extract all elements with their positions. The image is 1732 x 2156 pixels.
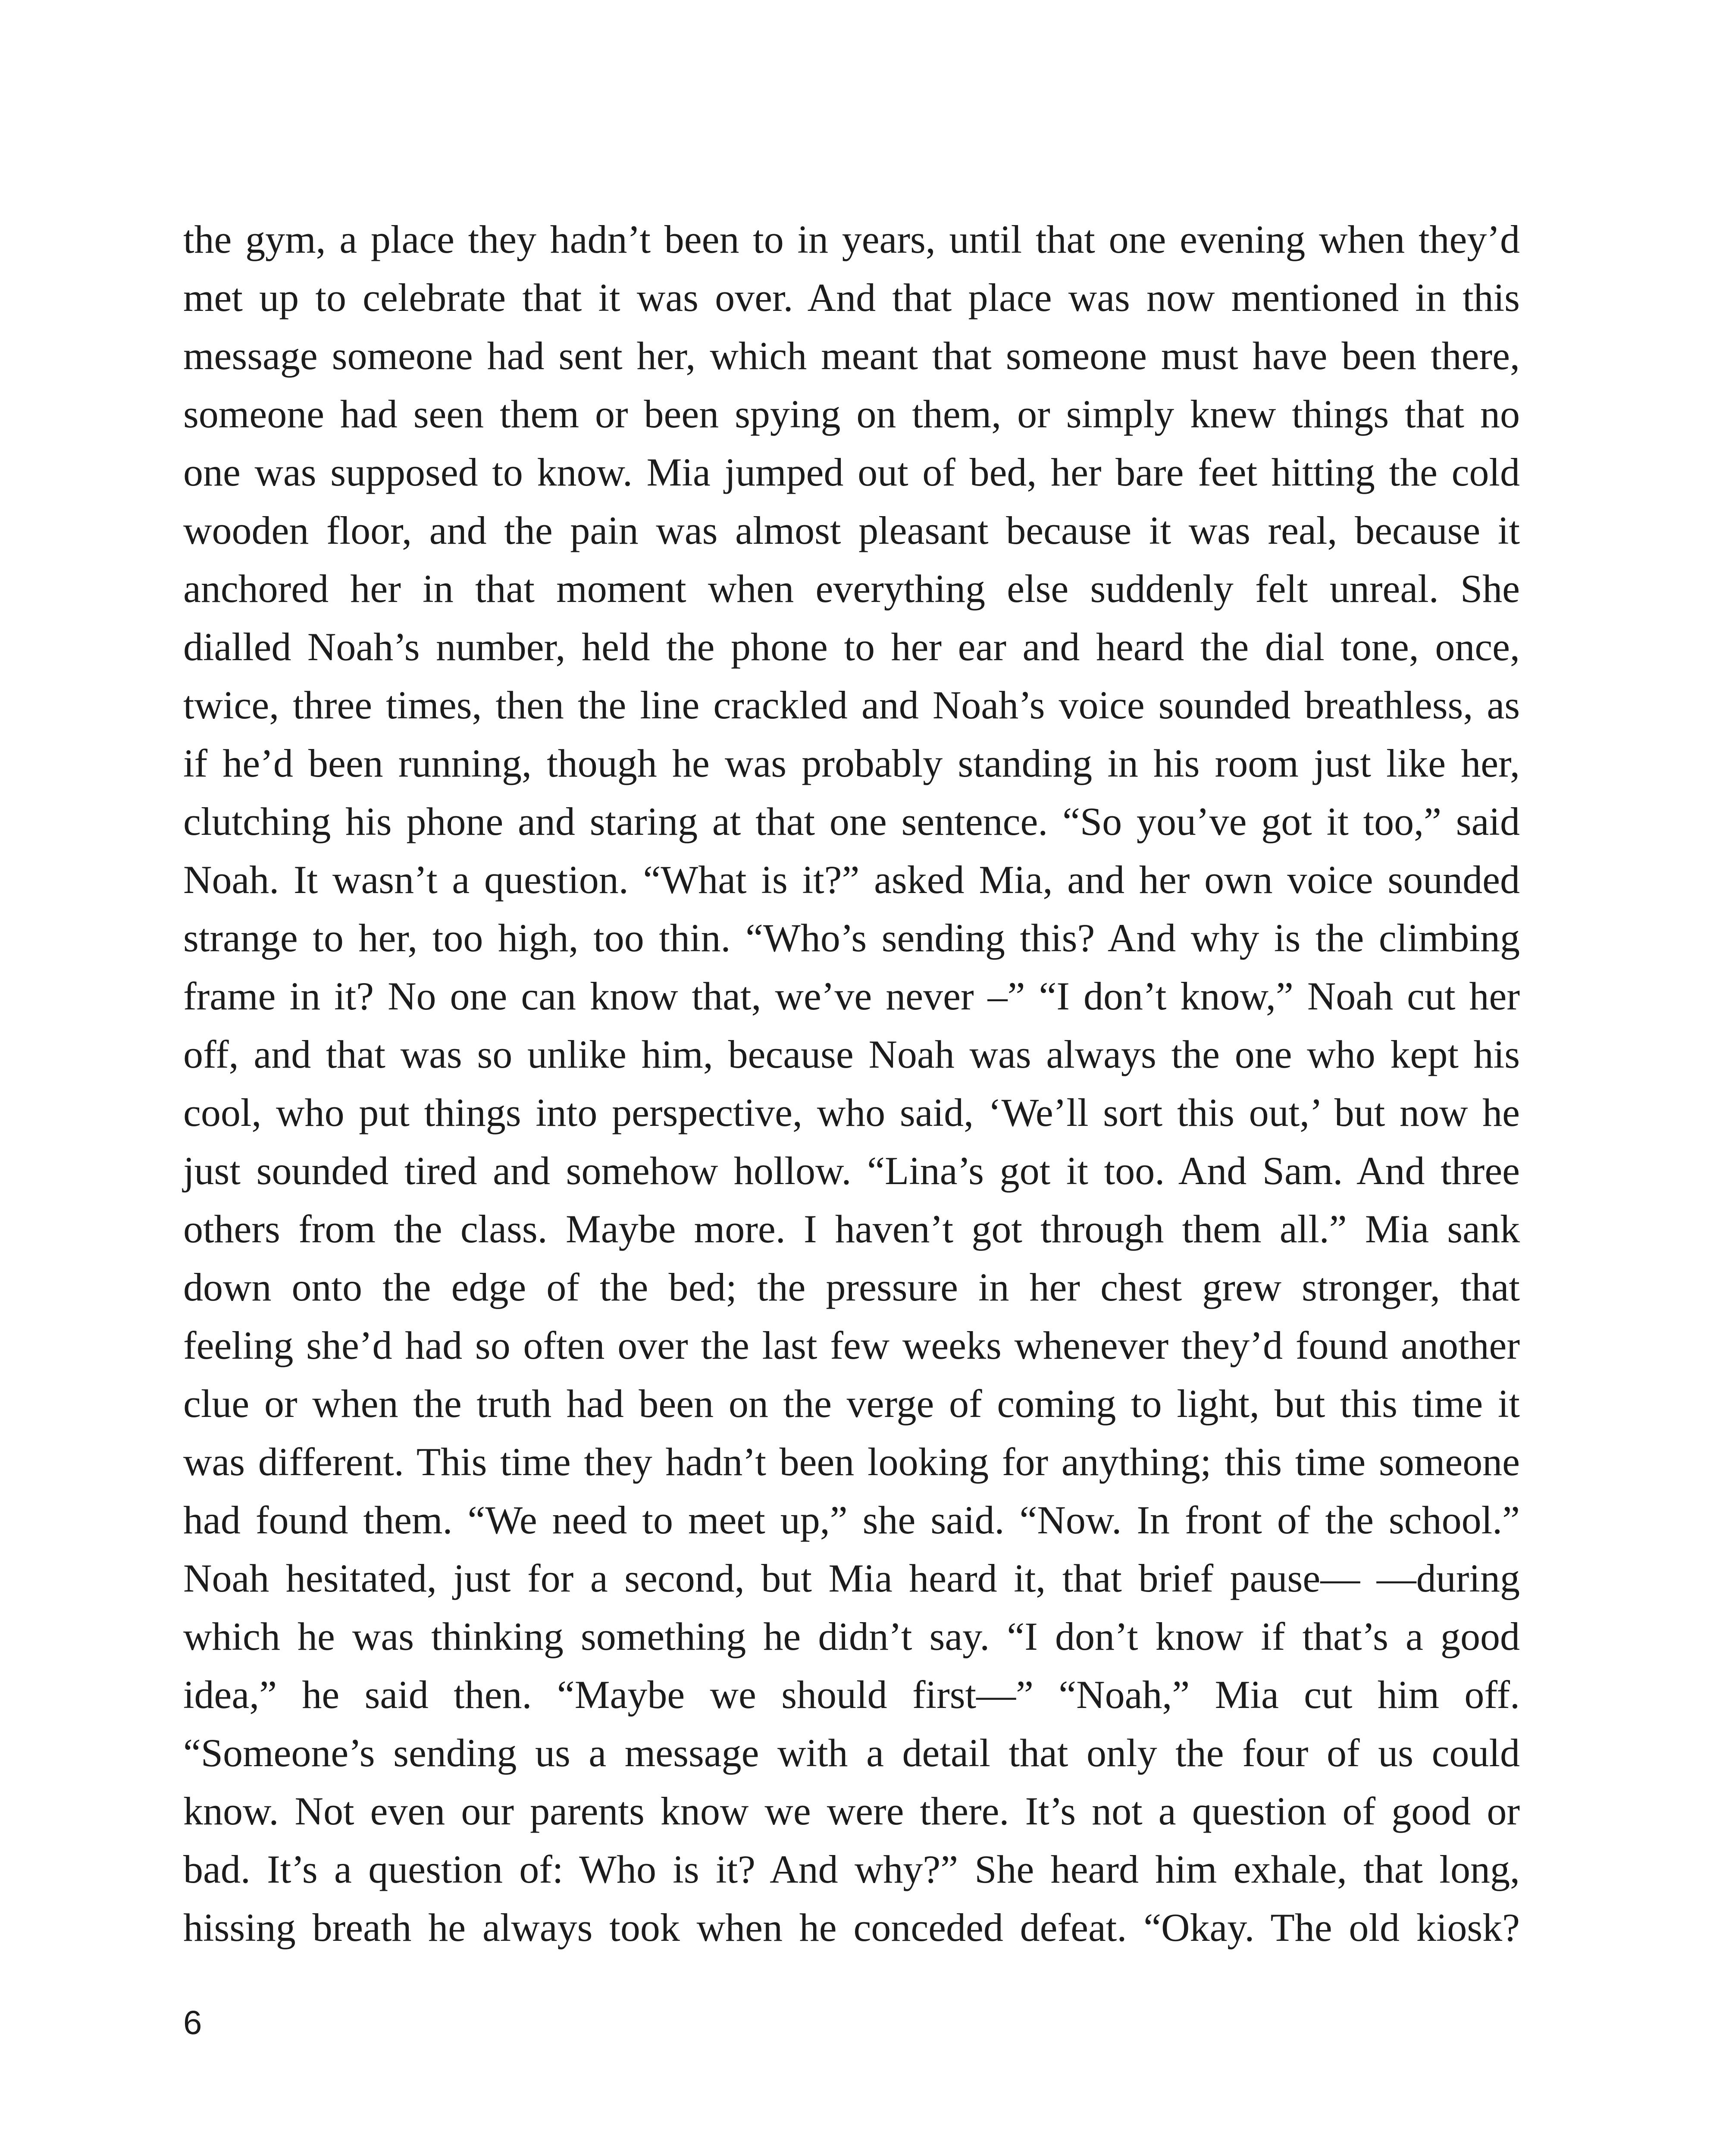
text-line: idea,” he said then. “Maybe we should first—” “Noah,” Mia cut him off. [183, 1673, 1520, 1717]
text-line: cool, who put things into perspective, who said, ‘We’ll sort this out,’ but now he [183, 1091, 1520, 1134]
text-line: Noah hesitated, just for a second, but Mia heard it, that brief pause— —during [183, 1556, 1520, 1600]
text-line: others from the class. Maybe more. I haven’t got through them all.” Mia sank [183, 1207, 1520, 1251]
body-text [183, 210, 1520, 1957]
text-line: was different. This time they hadn’t been looking for anything; this time someone [183, 1440, 1520, 1484]
text-line: someone had seen them or been spying on them, or simply knew things that no [183, 392, 1520, 436]
text-line: the gym, a place they hadn’t been to in years, until that one evening when they’d [183, 217, 1520, 261]
text-line: one was supposed to know. Mia jumped out of bed, her bare feet hitting the cold [183, 450, 1520, 494]
text-line: just sounded tired and somehow hollow. “Lina’s got it too. And Sam. And three [183, 1149, 1520, 1193]
text-line: met up to celebrate that it was over. And that place was now mentioned in this [183, 276, 1520, 320]
text-line: if he’d been running, though he was probably standing in his room just like her, [183, 741, 1520, 785]
text-line: know. Not even our parents know we were there. It’s not a question of good or [183, 1789, 1520, 1833]
text-line: “Someone’s sending us a message with a detail that only the four of us could [183, 1731, 1520, 1775]
text-line: Noah. It wasn’t a question. “What is it?” asked Mia, and her own voice sounded [183, 858, 1520, 902]
text-line: clue or when the truth had been on the verge of coming to light, but this time it [183, 1382, 1520, 1426]
text-line: down onto the edge of the bed; the pressure in her chest grew stronger, that [183, 1265, 1520, 1309]
page-number: 6 [183, 2003, 202, 2041]
text-line: had found them. “We need to meet up,” she said. “Now. In front of the school.” [183, 1498, 1520, 1542]
text-line: twice, three times, then the line crackled and Noah’s voice sounded breathless, as [183, 683, 1520, 727]
text-line: strange to her, too high, too thin. “Who’s sending this? And why is the climbing [183, 916, 1520, 960]
text-line: bad. It’s a question of: Who is it? And why?” She heard him exhale, that long, [183, 1847, 1520, 1891]
text-line: wooden floor, and the pain was almost pleasant because it was real, because it [183, 508, 1520, 552]
text-line: off, and that was so unlike him, because Noah was always the one who kept his [183, 1032, 1520, 1076]
text-line: which he was thinking something he didn’t say. “I don’t know if that’s a good [183, 1614, 1520, 1658]
text-line: hissing breath he always took when he conceded defeat. “Okay. The old kiosk? [183, 1905, 1520, 1949]
text-line: anchored her in that moment when everything else suddenly felt unreal. She [183, 567, 1520, 611]
text-line: frame in it? No one can know that, we’ve never –” “I don’t know,” Noah cut her [183, 974, 1520, 1018]
text-line: dialled Noah’s number, held the phone to her ear and heard the dial tone, once, [183, 625, 1520, 669]
text-line: feeling she’d had so often over the last few weeks whenever they’d found another [183, 1323, 1520, 1367]
text-line: clutching his phone and staring at that one sentence. “So you’ve got it too,” said [183, 799, 1520, 843]
text-line: message someone had sent her, which meant that someone must have been there, [183, 334, 1520, 378]
